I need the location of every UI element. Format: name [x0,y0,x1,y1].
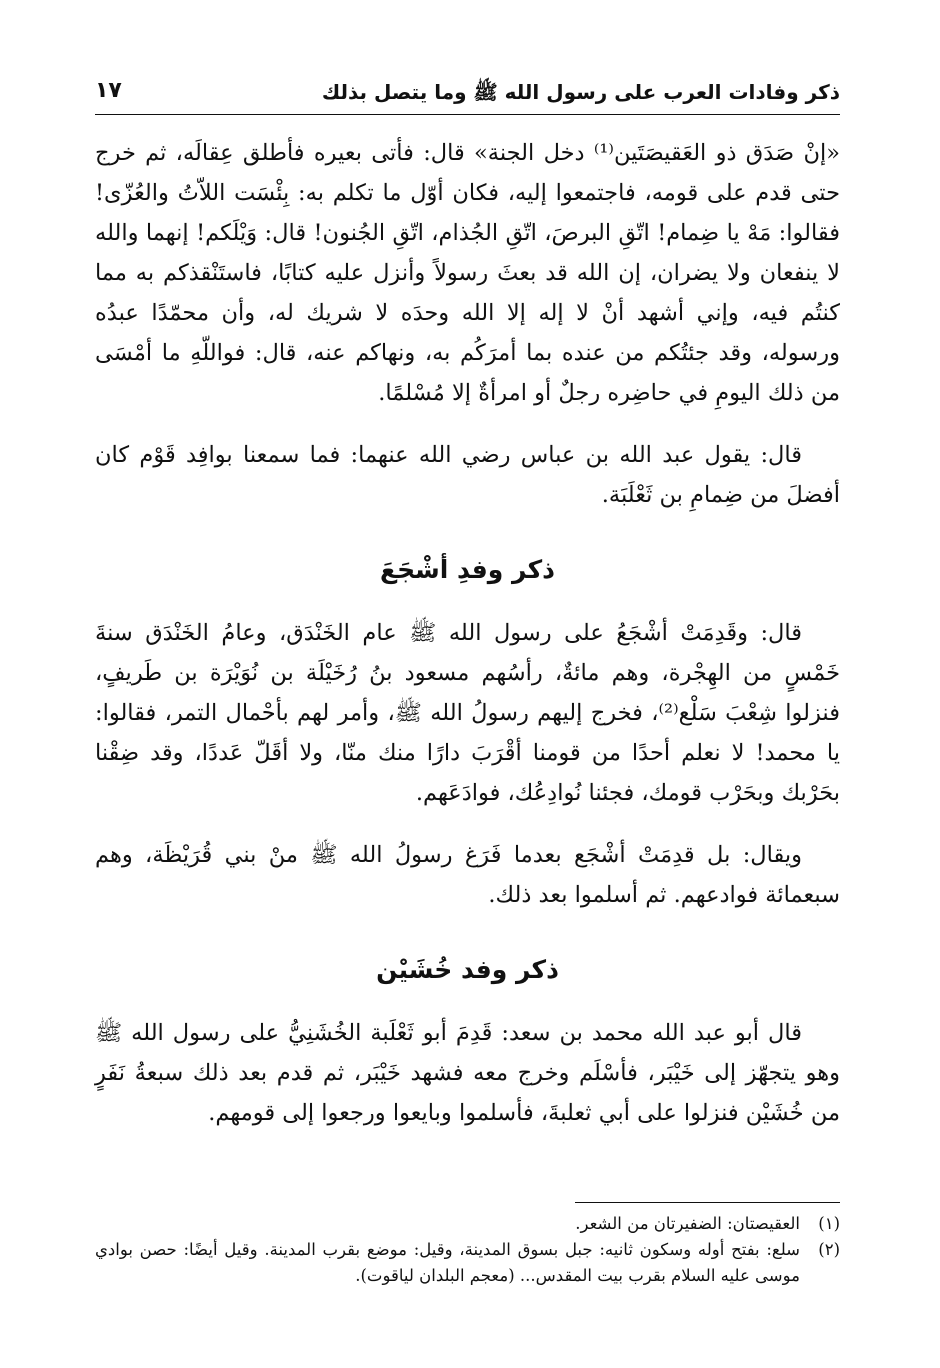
running-title: ذكر وفادات العرب على رسول الله ﷺ وما يتصل بذلك [321,80,840,104]
book-page [95,70,840,1340]
body-text [95,133,840,1133]
footnote-2 [95,1237,840,1289]
footnote-text: العقيصتان: الضفيرتان من الشعر. [575,1214,800,1233]
paragraph-ashja-1: قال: وقَدِمَتْ أشْجَعُ على رسول الله ﷺ عام الخَنْدَق، وعامُ الخَنْدَق سنةَ خَمْسٍ من الهِجْرة، وهم مائةٌ، رأسُهم مسعود بنُ رُخَيْلَة بن نُوَيْرَة بن طَريفٍ، فنزلوا شِعْبَ سَلْع⁽²⁾، فخرج إليهم رسولُ الله ﷺ، وأمر لهم بأحْمال التمر، فقالوا: يا محمد! لا نعلم أحدًا من قومنا أقْرَبَ دارًا منك منّا، ولا أقَلّ عَددًا، وقد ضِقْنا بحَرْبك وبحَرْب قومك، فجئنا نُوادِعُك، فوادَعَهم. [95,620,840,806]
footnotes [95,1202,840,1289]
footnote-number: (٢) [818,1240,840,1259]
footnote-1 [95,1211,840,1237]
paragraph-khushayn: قال أبو عبد الله محمد بن سعد: قَدِمَ أبو ثَعْلَبة الخُشَنِيُّ على رسول الله ﷺ وهو يتجهّز إلى خَيْبَر، فأسْلَم وخرج معه فشهد خَيْبَر، ثم قدم بعد ذلك سبعةُ نَفَرٍ من خُشَيْن فنزلوا على أبي ثعلبةَ، فأسلموا وبايعوا ورجعوا إلى قومهم. [95,1020,840,1126]
paragraph-ibn-abbas: قال: يقول عبد الله بن عباس رضي الله عنهما: فما سمعنا بوافِد قَوْم كان أفضلَ من ضِمامِ بن ثَعْلَبَة. [95,442,840,508]
paragraph-ashja-2: ويقال: بل قدِمَتْ أشْجَع بعدما فَرَغ رسولُ الله ﷺ منْ بني قُرَيْظَة، وهم سبعمائة فوادعهم. ثم أسلموا بعد ذلك. [95,842,840,908]
paragraph-continuation: «إنْ صَدَق ذو العَقيصَتَين⁽¹⁾ دخل الجنة» قال: فأتى بعيره فأطلق عِقالَه، ثم خرج حتى قدم على قومه، فاجتمعوا إليه، فكان أوّل ما تكلم به: بِئْسَت اللاّتُ والعُزّى! فقالوا: مَهْ يا ضِمام! اتّقِ البرصَ، اتّقِ الجُذام، اتّقِ الجُنون! قال: وَيْلَكم! إنهما والله لا ينفعان ولا يضران، إن الله قد بعثَ رسولاً وأنزل عليه كتابًا، فاستَنْقذكم به مما كنتُم فيه، وإني أشهد أنْ لا إله إلا الله وحدَه لا شريك له، وأن محمّدًا عبدُه ورسوله، وقد جئتُكم من عنده بما أمرَكُم به، ونهاكم عنه، قال: فواللّهِ ما أمْسَى من ذلك اليومِ في حاضِره رجلٌ أو امرأةٌ إلا مُسْلمًا. [95,140,840,406]
footnote-number: (١) [818,1214,840,1233]
running-header [95,70,840,115]
section-heading-khushayn: ذكر وفد خُشَيْن [376,955,559,984]
footnote-divider [575,1202,840,1203]
section-heading-ashja: ذكر وفدِ أشْجَعَ [380,555,555,584]
footnote-text: سلع: بفتح أوله وسكون ثانيه: جبل بسوق المدينة، وقيل: موضع بقرب المدينة. وقيل أيضًا: حصن بوادي موسى عليه السلام بقرب بيت المقدس... (معجم البلدان لياقوت). [95,1240,800,1285]
page-number: ١٧ [95,78,122,103]
